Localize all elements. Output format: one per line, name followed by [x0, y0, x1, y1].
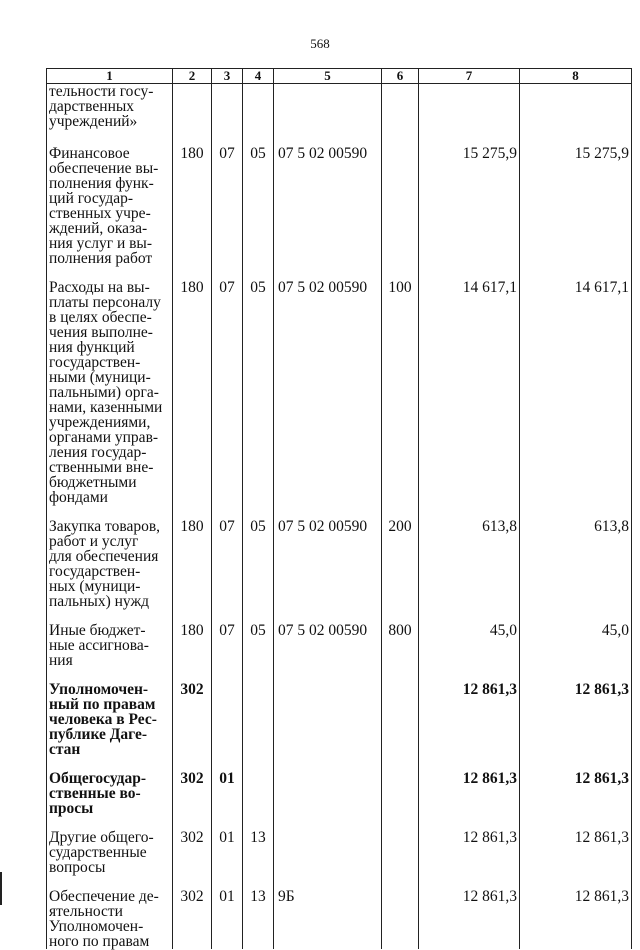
section-code-cell: 07: [212, 280, 243, 519]
row-name-line: тельности госу-: [49, 83, 154, 100]
amount-cell: 45,0: [419, 623, 520, 682]
row-name-line: учреждений»: [49, 113, 138, 130]
amount-cell: 12 861,3: [419, 771, 520, 830]
subsection-code-cell: 05: [243, 519, 274, 623]
amount-cell: 15 275,9: [419, 146, 520, 280]
target-article-cell: [274, 682, 382, 771]
row-name-line: фондами: [49, 489, 108, 506]
row-name-line: чения выполне-: [49, 324, 153, 341]
row-name-line: вопросы: [49, 859, 106, 876]
expense-type-cell: [382, 830, 419, 889]
subsection-code-cell: [243, 84, 274, 147]
row-name-cell: [47, 682, 173, 771]
ministry-code-cell: 180: [173, 519, 212, 623]
amount-cell: 12 861,3: [520, 771, 632, 830]
row-name-cell: [47, 280, 173, 519]
column-header: 3: [212, 69, 243, 84]
expense-type-cell: [382, 889, 419, 949]
row-name-line: полнения функ-: [49, 175, 154, 192]
row-name-cell: [47, 84, 173, 147]
row-name-cell: [47, 771, 173, 830]
column-header: 8: [520, 69, 632, 84]
ministry-code-cell: 180: [173, 623, 212, 682]
amount-cell: 12 861,3: [520, 889, 632, 949]
row-name-line: сударственные: [49, 844, 147, 861]
target-article-cell: [274, 830, 382, 889]
row-name-cell: [47, 519, 173, 623]
row-name-line: пальных) нужд: [49, 593, 150, 610]
row-name-line: дарственных: [49, 98, 135, 115]
row-name-line: ного по правам: [49, 933, 150, 950]
section-code-cell: 01: [212, 830, 243, 889]
row-name-line: ятельности: [49, 903, 123, 920]
subsection-code-cell: 13: [243, 889, 274, 949]
row-name-line: ными (муници-: [49, 369, 151, 386]
row-name-line: платы персоналу: [49, 294, 161, 311]
subsection-code-cell: [243, 682, 274, 771]
table-header-row: [47, 69, 632, 84]
row-name-line: Уполномочен-: [49, 681, 149, 698]
expense-type-cell: 200: [382, 519, 419, 623]
amount-cell: 613,8: [520, 519, 632, 623]
row-name-cell: [47, 830, 173, 889]
amount-cell: [520, 84, 632, 147]
column-header: 5: [274, 69, 382, 84]
row-name-line: ждений, оказа-: [49, 220, 148, 237]
row-name-line: работ и услуг: [49, 533, 139, 550]
table-row: [47, 146, 632, 280]
row-name-line: ственных учре-: [49, 205, 151, 222]
section-code-cell: [212, 682, 243, 771]
row-name-cell: [47, 623, 173, 682]
row-name-line: ния услуг и вы-: [49, 235, 153, 252]
row-name-line: полнения работ: [49, 250, 153, 267]
column-header: 6: [382, 69, 419, 84]
expense-type-cell: 100: [382, 280, 419, 519]
margin-mark: [0, 872, 2, 905]
ministry-code-cell: 302: [173, 682, 212, 771]
row-name-line: Уполномочен-: [49, 918, 144, 935]
row-name-line: человека в Рес-: [49, 711, 157, 728]
row-name-line: ций государ-: [49, 190, 133, 207]
target-article-cell: 9Б: [274, 889, 382, 949]
row-name-line: нами, казенными: [49, 399, 163, 416]
expense-type-cell: [382, 146, 419, 280]
ministry-code-cell: 302: [173, 830, 212, 889]
section-code-cell: 01: [212, 771, 243, 830]
ministry-code-cell: 302: [173, 889, 212, 949]
row-name-line: ния функций: [49, 339, 135, 356]
row-name-line: стан: [49, 741, 81, 758]
column-header: 7: [419, 69, 520, 84]
amount-cell: 12 861,3: [520, 682, 632, 771]
row-name-line: Общегосудар-: [49, 770, 146, 787]
target-article-cell: [274, 771, 382, 830]
expense-type-cell: [382, 84, 419, 147]
row-name-line: ственные во-: [49, 785, 141, 802]
row-name-line: государствен-: [49, 563, 141, 580]
subsection-code-cell: 13: [243, 830, 274, 889]
table-row: [47, 889, 632, 949]
section-code-cell: 01: [212, 889, 243, 949]
budget-table: [46, 68, 632, 949]
expense-type-cell: [382, 771, 419, 830]
row-name-line: государствен-: [49, 354, 141, 371]
page-number: 568: [310, 36, 330, 51]
amount-cell: 45,0: [520, 623, 632, 682]
expense-type-cell: 800: [382, 623, 419, 682]
table-row: [47, 84, 632, 147]
subsection-code-cell: 05: [243, 623, 274, 682]
row-name-line: Другие общего-: [49, 829, 154, 846]
row-name-line: ния: [49, 652, 73, 669]
amount-cell: 14 617,1: [419, 280, 520, 519]
row-name-line: Иные бюджет-: [49, 622, 146, 639]
subsection-code-cell: 05: [243, 280, 274, 519]
table-row: [47, 771, 632, 830]
row-name-line: в целях обеспе-: [49, 309, 152, 326]
row-name-line: учреждениями,: [49, 414, 151, 431]
amount-cell: 12 861,3: [419, 889, 520, 949]
subsection-code-cell: 05: [243, 146, 274, 280]
section-code-cell: 07: [212, 519, 243, 623]
section-code-cell: [212, 84, 243, 147]
amount-cell: 12 861,3: [419, 830, 520, 889]
amount-cell: 14 617,1: [520, 280, 632, 519]
column-header: 2: [173, 69, 212, 84]
table-row: [47, 682, 632, 771]
row-name-line: ственными вне-: [49, 459, 154, 476]
target-article-cell: 07 5 02 00590: [274, 146, 382, 280]
row-name-line: для обеспечения: [49, 548, 159, 565]
row-name-cell: [47, 889, 173, 949]
subsection-code-cell: [243, 771, 274, 830]
table-row: [47, 280, 632, 519]
section-code-cell: 07: [212, 623, 243, 682]
row-name-cell: [47, 146, 173, 280]
row-name-line: ные ассигнова-: [49, 637, 149, 654]
target-article-cell: [274, 84, 382, 147]
row-name-line: бюджетными: [49, 474, 137, 491]
amount-cell: 613,8: [419, 519, 520, 623]
target-article-cell: 07 5 02 00590: [274, 280, 382, 519]
expense-type-cell: [382, 682, 419, 771]
column-header: 1: [47, 69, 173, 84]
row-name-line: Расходы на вы-: [49, 279, 150, 296]
table-row: [47, 830, 632, 889]
column-header: 4: [243, 69, 274, 84]
ministry-code-cell: 180: [173, 146, 212, 280]
target-article-cell: 07 5 02 00590: [274, 519, 382, 623]
row-name-line: публике Даге-: [49, 726, 148, 743]
table-row: [47, 519, 632, 623]
amount-cell: 12 861,3: [419, 682, 520, 771]
amount-cell: [419, 84, 520, 147]
row-name-line: Закупка товаров,: [49, 518, 161, 535]
row-name-line: просы: [49, 800, 94, 817]
amount-cell: 12 861,3: [520, 830, 632, 889]
row-name-line: пальными) орга-: [49, 384, 159, 401]
amount-cell: 15 275,9: [520, 146, 632, 280]
section-code-cell: 07: [212, 146, 243, 280]
ministry-code-cell: 180: [173, 280, 212, 519]
row-name-line: органами управ-: [49, 429, 159, 446]
row-name-line: ный по правам: [49, 696, 156, 713]
row-name-line: обеспечение вы-: [49, 160, 159, 177]
row-name-line: Финансовое: [49, 145, 130, 162]
row-name-line: ных (муници-: [49, 578, 141, 595]
row-name-line: Обеспечение де-: [49, 888, 159, 905]
target-article-cell: 07 5 02 00590: [274, 623, 382, 682]
row-name-line: ления государ-: [49, 444, 147, 461]
ministry-code-cell: 302: [173, 771, 212, 830]
ministry-code-cell: [173, 84, 212, 147]
table-row: [47, 623, 632, 682]
